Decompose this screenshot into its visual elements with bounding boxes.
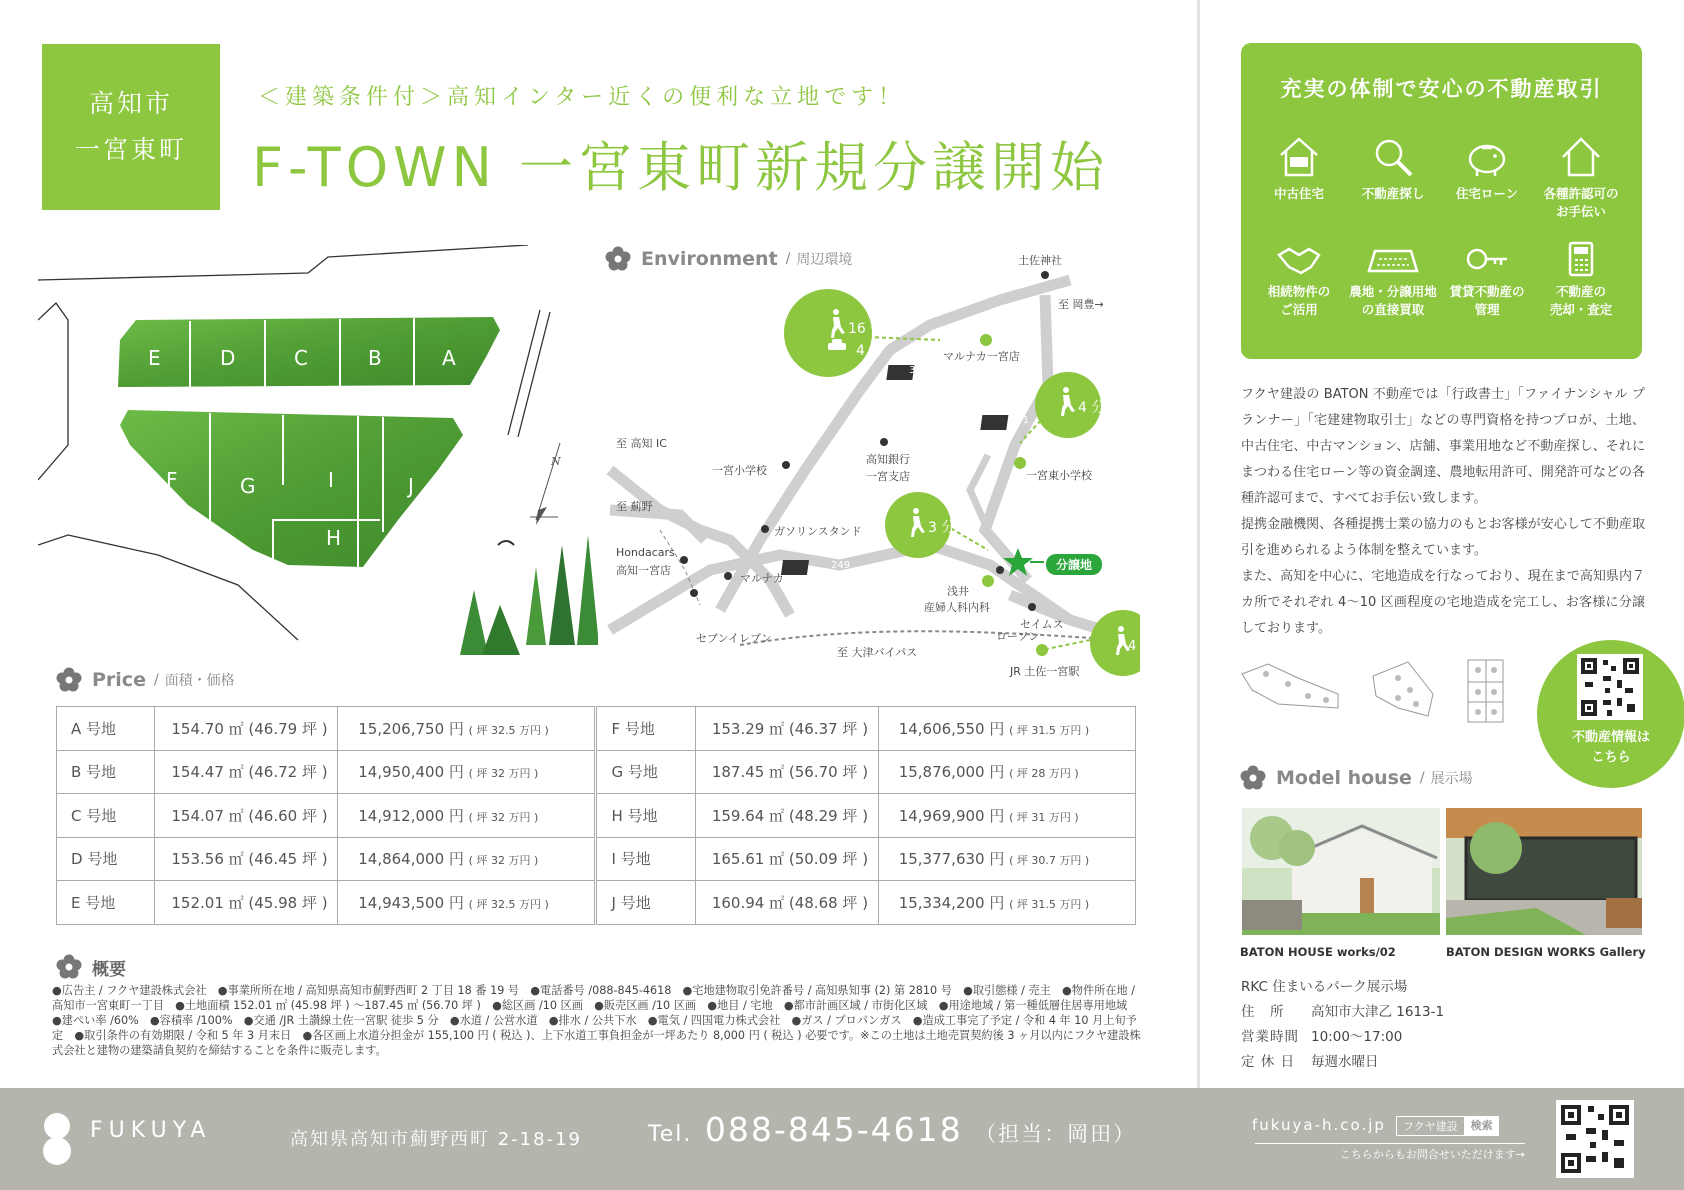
marunaka-ichinomiya-dot xyxy=(980,334,992,346)
table-row xyxy=(57,707,1136,751)
price-subtitle: 面積・価格 xyxy=(164,673,235,689)
service-box xyxy=(1241,43,1642,359)
brand-name: FUKUYA xyxy=(90,1118,212,1143)
price-title: Price xyxy=(92,669,146,691)
service-item: 賃貸不動産の 管理 xyxy=(1441,239,1533,319)
area-cell: 154.07 ㎡ (46.60 坪 ) xyxy=(155,794,338,838)
map-label: 土佐神社 xyxy=(1018,254,1062,267)
price-cell: 14,912,000 円 ( 坪 32 万円 ) xyxy=(338,794,595,838)
lot-cell: J 号地 xyxy=(597,881,695,925)
footer-tel: Tel. 088-845-4618 （担当：岡田） xyxy=(648,1110,1137,1149)
map-label: ローソン xyxy=(996,630,1040,643)
magnifier-icon xyxy=(1369,133,1417,181)
price-heading: Price / 面積・価格 xyxy=(56,667,235,693)
area-cell: 153.29 ㎡ (46.37 坪 ) xyxy=(695,707,878,751)
school-dot-black xyxy=(782,461,790,469)
area-badge xyxy=(42,44,220,210)
bank-dot xyxy=(880,438,888,446)
house-outline-icon xyxy=(1557,133,1605,181)
travel-walk-school: 4 分 xyxy=(1078,400,1106,416)
walk-icon xyxy=(913,508,919,514)
map-label: 高知一宮店 xyxy=(616,564,671,577)
walk-icon xyxy=(1063,387,1069,393)
road-line-left xyxy=(38,303,68,480)
search-word[interactable]: フクヤ建設 xyxy=(1396,1116,1465,1136)
showroom-hours: 営業時間 10:00～17:00 xyxy=(1241,1029,1403,1045)
overview-text: ●広告主 / フクヤ建設株式会社 ●事業所所在地 / 高知県高知市薊野西町 2 丁目 18 番 19 号 ●電話番号 /088-845-4618 ●宅地建物取引免許番号 / 高知県知事 (2) 第 2810 号 ●取引態様 / 売主 ●物件所在地 / 高知市一宮東町一丁目 ●土地面積 152.01 ㎡ (45.98 坪 ) ～187.45 ㎡ (56.70 坪 ) ●総区画 /10 区画 ●販売区画 /10 区画 ●地目 / 宅地 ●都市計画区域 / 市街化区域 ●用途地域 / 第一種低層住居専用地域 ●建ぺい率 /60% ●容積率 /100% ●交通 /JR 土讃線土佐一宮駅 徒歩 5 分 ●水道 / 公営水道 ●排水 / 公共下水 ●電気 / 四国電力株式会社 ●ガス / プロパンガス ●造成工事完了予定 / 令和 4 年 10 月上旬予定 ●取引条件の有効期限 / 令和 5 年 3 月末日 ●各区画上水道分担金が 155,100 円 ( 税込 )、上下水道工事負担金が一坪あたり 8,000 円 ( 税込 ) 必要です。※この土地は土地売買契約後 3 ヶ月以内にフクヤ建設株式会社と建物の建築請負契約を締結することを条件に販売します。 xyxy=(52,984,1141,1057)
travel-walk-site: 3 分 xyxy=(928,520,956,536)
lawson-dot xyxy=(982,575,994,587)
service-item: 農地・分譲用地 の直接買取 xyxy=(1347,239,1439,319)
site-plan-thumb xyxy=(1468,660,1503,722)
lot-label-e: E xyxy=(148,346,161,370)
footer-address: 高知県高知市薊野西町 2-18-19 xyxy=(290,1129,582,1150)
calculator-icon xyxy=(1561,239,1601,279)
description-paragraph: 提携金融機関、各種提携士業の協力のもとお客様が安心して不動産取引を進められるよう体制を整えています。 xyxy=(1241,517,1645,558)
photo-caption: BATON DESIGN WORKS Gallery xyxy=(1446,945,1646,959)
site-plan-thumbnails xyxy=(1238,656,1538,726)
qr-bubble[interactable] xyxy=(1537,640,1684,788)
road-number-384: 384 xyxy=(909,365,929,376)
price-cell: 15,334,200 円 ( 坪 31.5 万円 ) xyxy=(878,881,1135,925)
service-item: 各種許認可の お手伝い xyxy=(1535,133,1627,221)
lot-label-a: A xyxy=(442,346,456,370)
page-title: F-TOWN 一宮東町新規分譲開始 xyxy=(252,136,1110,199)
price-cell: 14,969,900 円 ( 坪 31 万円 ) xyxy=(878,794,1135,838)
table-row xyxy=(57,881,1136,925)
site-plan-thumb xyxy=(1373,662,1433,716)
area-cell: 160.94 ㎡ (48.68 坪 ) xyxy=(695,881,878,925)
service-item: 相続物件の ご活用 xyxy=(1253,239,1345,319)
car-icon xyxy=(828,343,846,350)
railway-line xyxy=(740,631,1120,645)
map-label: マルナカ一宮店 xyxy=(943,350,1020,363)
lot-label-d: D xyxy=(220,346,236,370)
environment-map xyxy=(600,240,1154,680)
map-label: セイムス xyxy=(1020,618,1064,631)
map-label: 至 岡豊→ xyxy=(1058,298,1104,311)
car-icon xyxy=(832,339,842,344)
piggy-bank-icon xyxy=(1463,133,1511,181)
column-divider xyxy=(1197,0,1200,1088)
table-row xyxy=(57,750,1136,794)
map-label: 一宮東小学校 xyxy=(1026,469,1092,482)
price-cell: 15,206,750 円 ( 坪 32.5 万円 ) xyxy=(338,707,595,751)
footer-qr-code-icon[interactable] xyxy=(1556,1100,1634,1178)
fukuya-logo-icon xyxy=(40,1112,74,1166)
for-sale-house-icon xyxy=(1275,133,1323,181)
road-azono xyxy=(610,510,705,540)
table-row xyxy=(57,837,1136,881)
road-local xyxy=(970,455,990,535)
qr-code-icon[interactable] xyxy=(1577,654,1643,720)
tel-number[interactable]: 088-845-4618 xyxy=(704,1110,963,1149)
description-paragraph: また、高知を中心に、宅地造成を行なっており、現在まで高知県内７カ所でそれぞれ 4～10 区画程度の宅地造成を完工し、お客様に分譲しております。 xyxy=(1241,569,1645,636)
lot-label-h: H xyxy=(326,526,342,550)
road-number-249: 249 xyxy=(831,560,851,571)
lot-cell: F 号地 xyxy=(597,707,695,751)
lot-label-j: J xyxy=(408,474,414,498)
area-cell: 152.01 ㎡ (45.98 坪 ) xyxy=(155,881,338,925)
search-box[interactable] xyxy=(1396,1116,1499,1136)
marunaka-dot xyxy=(724,572,732,580)
lot-label-b: B xyxy=(368,346,382,370)
map-label: 産婦人科内科 xyxy=(924,601,990,614)
map-label: 高知銀行 xyxy=(866,453,910,466)
model-house-title: Model house xyxy=(1276,767,1412,789)
lot-cell: A 号地 xyxy=(57,707,155,751)
price-cell: 15,377,630 円 ( 坪 30.7 万円 ) xyxy=(878,837,1135,881)
footer-cta: こちらからもお問合せいただけます→ xyxy=(1255,1143,1525,1162)
road-number-251: 251 xyxy=(1010,415,1030,426)
lot-label-i: I xyxy=(328,468,334,492)
price-cell: 14,943,500 円 ( 坪 32.5 万円 ) xyxy=(338,881,595,925)
flower-icon xyxy=(56,954,82,980)
area-cell: 187.45 ㎡ (56.70 坪 ) xyxy=(695,750,878,794)
lot-cell: E 号地 xyxy=(57,881,155,925)
road-line-right xyxy=(508,310,550,437)
key-icon xyxy=(1463,239,1511,279)
subtitle: ＜建築条件付＞高知インター近くの便利な立地です！ xyxy=(258,85,906,110)
area-cell: 159.64 ㎡ (48.29 坪 ) xyxy=(695,794,878,838)
station-dot xyxy=(1036,644,1048,656)
service-item: 不動産探し xyxy=(1347,133,1439,203)
footer xyxy=(0,1088,1684,1190)
gallery-photo xyxy=(1446,808,1642,935)
hondacars-dot xyxy=(680,556,688,564)
overview-title: 概要 xyxy=(92,959,126,980)
map-label: 一宮支店 xyxy=(866,470,910,483)
map-label: 一宮小学校 xyxy=(712,464,767,477)
travel-walk-station: 4 分 xyxy=(1128,639,1154,654)
map-label: 至 薊野 xyxy=(616,500,653,513)
site-label: 分譲地 xyxy=(1046,554,1102,575)
photo-caption: BATON HOUSE works/02 xyxy=(1240,945,1396,959)
map-label: Hondacars xyxy=(616,546,675,559)
leader-line xyxy=(1042,640,1090,650)
travel-walk-marunaka: 16 分 xyxy=(848,321,885,337)
lot-label-f: F xyxy=(166,468,178,492)
price-cell: 15,876,000 円 ( 坪 28 万円 ) xyxy=(878,750,1135,794)
environment-title: Environment xyxy=(641,248,778,270)
handshake-icon xyxy=(1275,239,1323,279)
walk-icon xyxy=(1118,626,1124,632)
road-249 xyxy=(610,545,1070,630)
seven-eleven-dot xyxy=(690,589,698,597)
travel-car-marunaka: 4 分 xyxy=(856,343,884,359)
map-label: JR 土佐一宮駅 xyxy=(1010,665,1080,678)
price-cell: 14,864,000 円 ( 坪 32 万円 ) xyxy=(338,837,595,881)
road-line-top xyxy=(38,245,528,280)
model-house-subtitle: 展示場 xyxy=(1430,771,1473,787)
map-label: セブンイレブン xyxy=(696,632,772,645)
map-label: マルナカ xyxy=(740,572,784,585)
flower-icon xyxy=(56,667,82,693)
flower-icon xyxy=(1240,765,1266,791)
lot-cell: D 号地 xyxy=(57,837,155,881)
lot-label-g: G xyxy=(240,474,256,498)
area-cell: 153.56 ㎡ (46.45 坪 ) xyxy=(155,837,338,881)
lot-cell: H 号地 xyxy=(597,794,695,838)
lot-cell: B 号地 xyxy=(57,750,155,794)
model-house-heading: Model house / 展示場 xyxy=(1240,765,1473,791)
area-cell: 165.61 ㎡ (50.09 坪 ) xyxy=(695,837,878,881)
website-url[interactable]: fukuya-h.co.jp xyxy=(1252,1116,1386,1134)
area-cell: 154.70 ㎡ (46.79 坪 ) xyxy=(155,707,338,751)
north-compass-icon xyxy=(530,443,561,525)
trees-illustration xyxy=(460,535,598,655)
lot-plan xyxy=(38,245,598,665)
lot-cell: G 号地 xyxy=(597,750,695,794)
showroom-address: 住 所 高知市大津乙 1613-1 xyxy=(1241,1004,1445,1020)
road-shield-249 xyxy=(781,560,809,575)
environment-heading: Environment / 周辺環境 xyxy=(605,246,852,272)
map-label: 至 大津バイパス xyxy=(837,646,918,659)
map-label: 浅井 xyxy=(947,585,969,598)
lot-cell: I 号地 xyxy=(597,837,695,881)
walk-icon xyxy=(833,309,839,315)
model-house-photo xyxy=(1242,808,1440,935)
showroom-info xyxy=(1241,975,1444,1075)
table-row xyxy=(57,794,1136,838)
gas-station-dot xyxy=(761,525,769,533)
area-cell: 154.47 ㎡ (46.72 坪 ) xyxy=(155,750,338,794)
search-button[interactable]: 検索 xyxy=(1465,1116,1499,1136)
price-cell: 14,606,550 円 ( 坪 31.5 万円 ) xyxy=(878,707,1135,751)
showroom-name: RKC 住まいるパーク展示場 xyxy=(1241,979,1408,995)
description-paragraph: フクヤ建設の BATON 不動産では「行政書士」「ファイナンシャル プランナー」「宅建建物取引士」などの専門資格を持つプロが、土地、中古住宅、中古マンション、店舗、事業用地など不動産探し、それにまつわる住宅ローン等の資金調達、農地転用許可、開発許可などの各種許認可まで、すべてお手伝い致します。 xyxy=(1241,387,1645,506)
shrine-dot xyxy=(1041,271,1049,279)
price-table xyxy=(56,706,1136,925)
north-label: N xyxy=(551,455,561,468)
map-label: ガソリンスタンド xyxy=(774,525,862,538)
showroom-closed: 定 休 日 毎週水曜日 xyxy=(1241,1054,1379,1070)
map-label: 至 高知 IC xyxy=(616,437,667,450)
seims-dot xyxy=(1028,603,1036,611)
clinic-dot xyxy=(996,566,1004,574)
environment-subtitle: 周辺環境 xyxy=(796,252,853,268)
service-item: 不動産の 売却・査定 xyxy=(1535,239,1627,319)
road-shield-251 xyxy=(980,415,1008,430)
area-city: 高知市 xyxy=(88,89,173,118)
qr-label: 不動産情報は こちら xyxy=(1571,730,1650,765)
lot-cell: C 号地 xyxy=(57,794,155,838)
area-town: 一宮東町 xyxy=(74,135,187,164)
service-title: 充実の体制で安心の不動産取引 xyxy=(1280,77,1603,101)
overview-heading xyxy=(56,954,126,980)
lot-label-c: C xyxy=(294,346,308,370)
service-item: 住宅ローン xyxy=(1441,133,1533,203)
land-plot-icon xyxy=(1365,239,1421,279)
service-item: 中古住宅 xyxy=(1253,133,1345,203)
price-cell: 14,950,400 円 ( 坪 32 万円 ) xyxy=(338,750,595,794)
road-251 xyxy=(985,295,1048,580)
school-dot xyxy=(1014,457,1026,469)
company-description xyxy=(1241,382,1645,642)
